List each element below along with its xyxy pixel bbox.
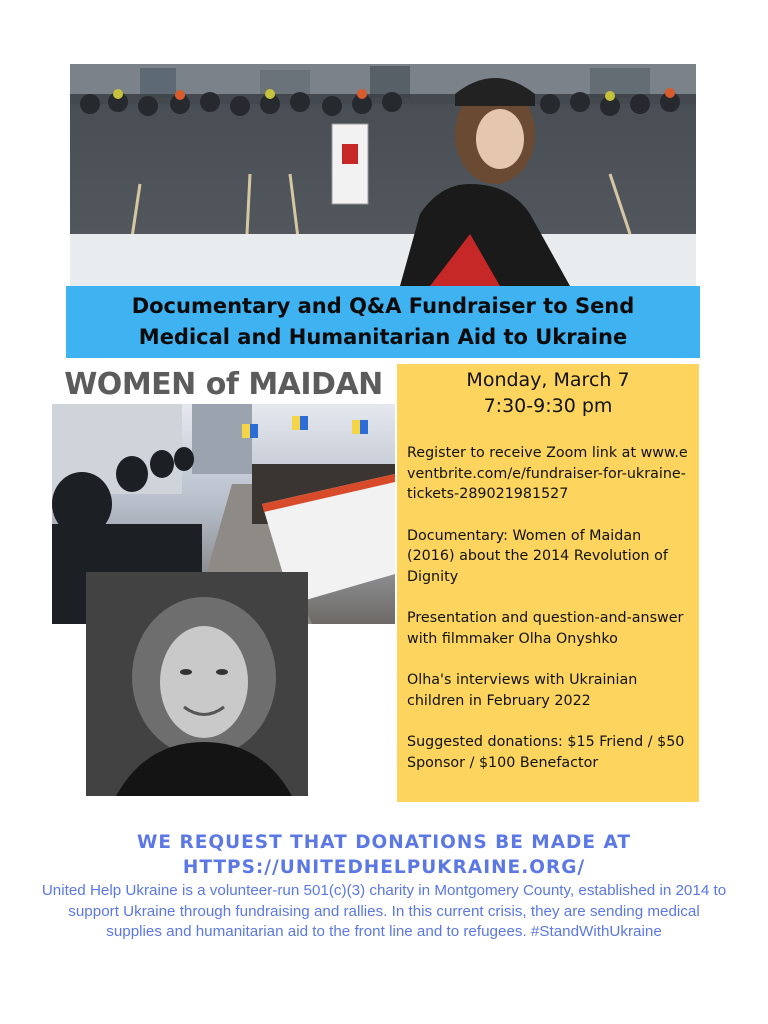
event-title-banner xyxy=(66,286,700,358)
donation-url: HTTPS://UNITEDHELPUKRAINE.ORG/ xyxy=(182,857,586,878)
event-title xyxy=(132,291,635,353)
event-title-line-2: Medical and Humanitarian Aid to Ukraine xyxy=(138,325,628,349)
event-time: 7:30-9:30 pm xyxy=(483,395,613,417)
event-title-line-1: Documentary and Q&A Fundraiser to Send xyxy=(131,294,635,318)
charity-description: United Help Ukraine is a volunteer-run 501(c)(3) charity in Montgomery County, established in 2014 to support Ukraine through fundraising and rallies. In this current crisis, they are sending medical supplies and humanitarian aid to the front line and to refugees. #StandWithUkraine xyxy=(41,882,727,940)
event-date: Monday, March 7 xyxy=(466,369,630,391)
event-details-panel xyxy=(397,364,699,802)
protest-crowd-photo xyxy=(70,64,696,286)
donation-request-line-1: WE REQUEST THAT DONATIONS BE MADE AT xyxy=(137,832,631,853)
filmmaker-portrait-photo xyxy=(86,572,308,796)
film-logo-text: WOMEN of MAIDAN xyxy=(64,366,383,402)
registration-info: Register to receive Zoom link at www.eventbrite.com/e/fundraiser-for-ukraine-tickets-289021981527 xyxy=(407,445,688,502)
donation-request xyxy=(40,830,728,880)
presentation-info: Presentation and question-and-answer with filmmaker Olha Onyshko xyxy=(407,610,684,647)
interviews-info: Olha's interviews with Ukrainian children in February 2022 xyxy=(407,672,638,709)
film-logo xyxy=(52,364,395,404)
donations-info: Suggested donations: $15 Friend / $50 Sponsor / $100 Benefactor xyxy=(407,734,685,771)
filmmaker-portrait-illustration xyxy=(86,572,308,796)
documentary-info: Documentary: Women of Maidan (2016) about the 2014 Revolution of Dignity xyxy=(407,527,668,585)
protest-crowd-illustration xyxy=(70,64,696,286)
